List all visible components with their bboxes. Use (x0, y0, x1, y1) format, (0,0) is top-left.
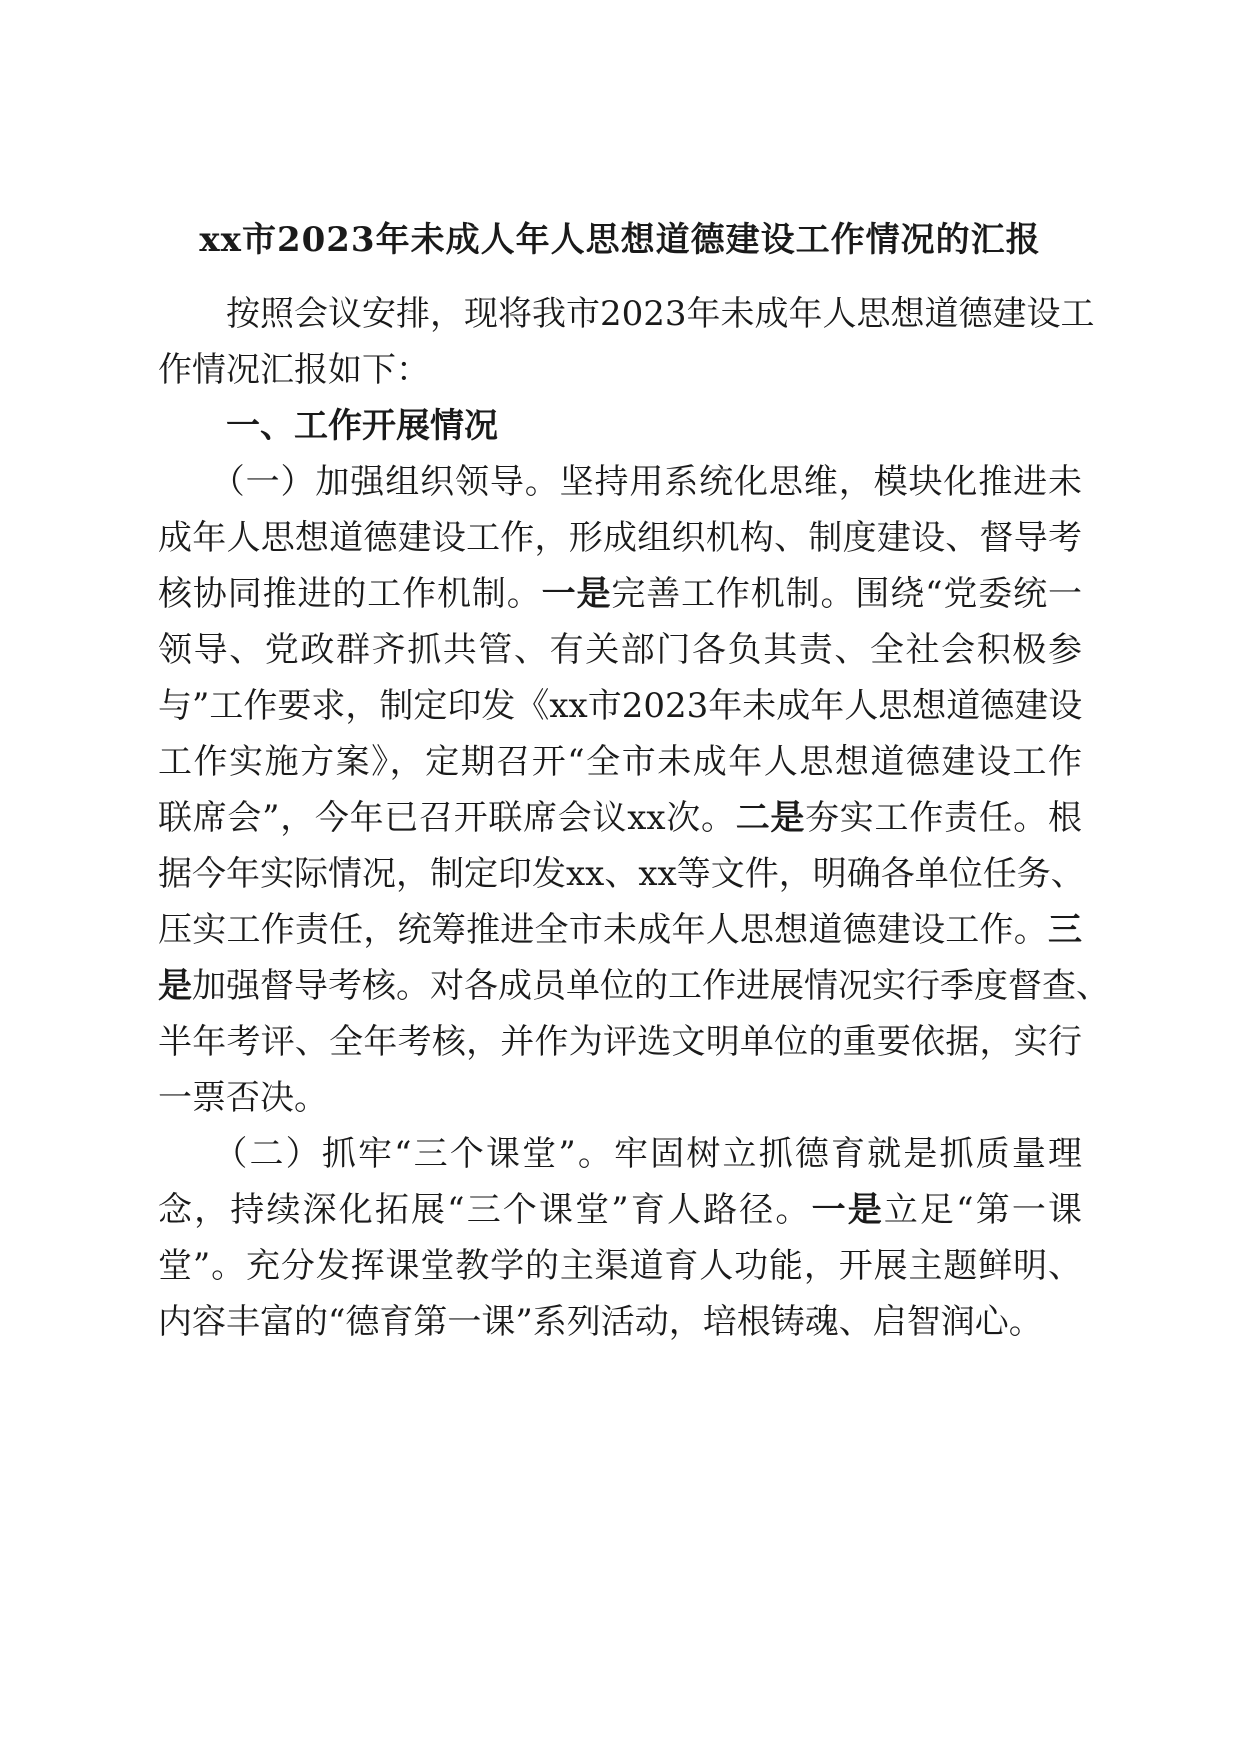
text-run: （二）抓牢“三个课堂”。牢固树立抓德育就是抓质量理 (158, 1134, 1082, 1174)
emphasis-marker: 一是 (541, 574, 612, 614)
emphasis-marker: 是 (158, 966, 192, 1006)
text-run: 工作实施方案》，定期召开“全市未成年人思想道德建设工作 (158, 742, 1082, 782)
paragraph-1-line-12 (158, 1074, 1082, 1122)
section-heading-1 (158, 402, 1082, 450)
paragraph-2-line-3 (158, 1242, 1082, 1290)
emphasis-marker: 二是 (735, 798, 806, 838)
paragraph-1-line-6 (158, 738, 1082, 786)
text-run: 按照会议安排，现将我市2023年未成年人思想道德建设工 (158, 294, 1095, 334)
text-run: 领导、党政群齐抓共管、有关部门各负其责、全社会积极参 (158, 630, 1082, 670)
paragraph-1-line-3 (158, 570, 1082, 618)
paragraph-1-line-10 (158, 962, 1110, 1010)
paragraph-2-line-2 (158, 1186, 1082, 1234)
paragraph-1-line-7 (158, 794, 1082, 842)
paragraph-1-line-1 (158, 458, 1082, 506)
text-run: 内容丰富的“德育第一课”系列活动，培根铸魂、启智润心。 (158, 1302, 1043, 1342)
text-run: 核协同推进的工作机制。 (158, 574, 542, 614)
paragraph-1-line-4 (158, 626, 1082, 674)
paragraph-1-line-9 (158, 906, 1082, 954)
paragraph-1-line-5 (158, 682, 1082, 730)
document-title: xx市2023年未成人年人思想道德建设工作情况的汇报 (199, 220, 1041, 260)
text-run: 一票否决。 (158, 1078, 328, 1118)
paragraph-2-line-1 (158, 1130, 1082, 1178)
paragraph-1-line-2 (158, 514, 1082, 562)
text-run: 联席会”，今年已召开联席会议xx次。 (158, 798, 736, 838)
text-run: 立足“第一课 (883, 1190, 1082, 1230)
text-run: 与”工作要求，制定印发《xx市2023年未成年人思想道德建设 (158, 686, 1083, 726)
text-run: 堂”。充分发挥课堂教学的主渠道育人功能，开展主题鲜明、 (158, 1246, 1082, 1286)
text-run: 成年人思想道德建设工作，形成组织机构、制度建设、督导考 (158, 518, 1082, 558)
paragraph-intro-line-2 (158, 346, 1082, 394)
text-run: 完善工作机制。围绕“党委统一 (611, 574, 1083, 614)
emphasis-marker: 三 (1048, 910, 1082, 950)
text-run: （一）加强组织领导。坚持用系统化思维，模块化推进未 (158, 462, 1082, 502)
text-run: 据今年实际情况，制定印发xx、xx等文件，明确各单位任务、 (158, 854, 1085, 894)
paragraph-2-line-4 (158, 1298, 1082, 1346)
text-run: 念，持续深化拓展“三个课堂”育人路径。 (158, 1190, 812, 1230)
text-run: 作情况汇报如下： (158, 350, 430, 390)
text-run: 夯实工作责任。根 (805, 798, 1083, 838)
section-heading-text: 一、工作开展情况 (158, 406, 498, 446)
paragraph-1-line-11 (158, 1018, 1082, 1066)
text-run: 半年考评、全年考核，并作为评选文明单位的重要依据，实行 (158, 1022, 1082, 1062)
paragraph-1-line-8 (158, 850, 1085, 898)
paragraph-intro-line-1 (158, 290, 1095, 338)
emphasis-marker: 一是 (811, 1190, 884, 1230)
text-run: 加强督导考核。对各成员单位的工作进展情况实行季度督查、 (192, 966, 1110, 1006)
text-run: 压实工作责任，统筹推进全市未成年人思想道德建设工作。 (158, 910, 1048, 950)
